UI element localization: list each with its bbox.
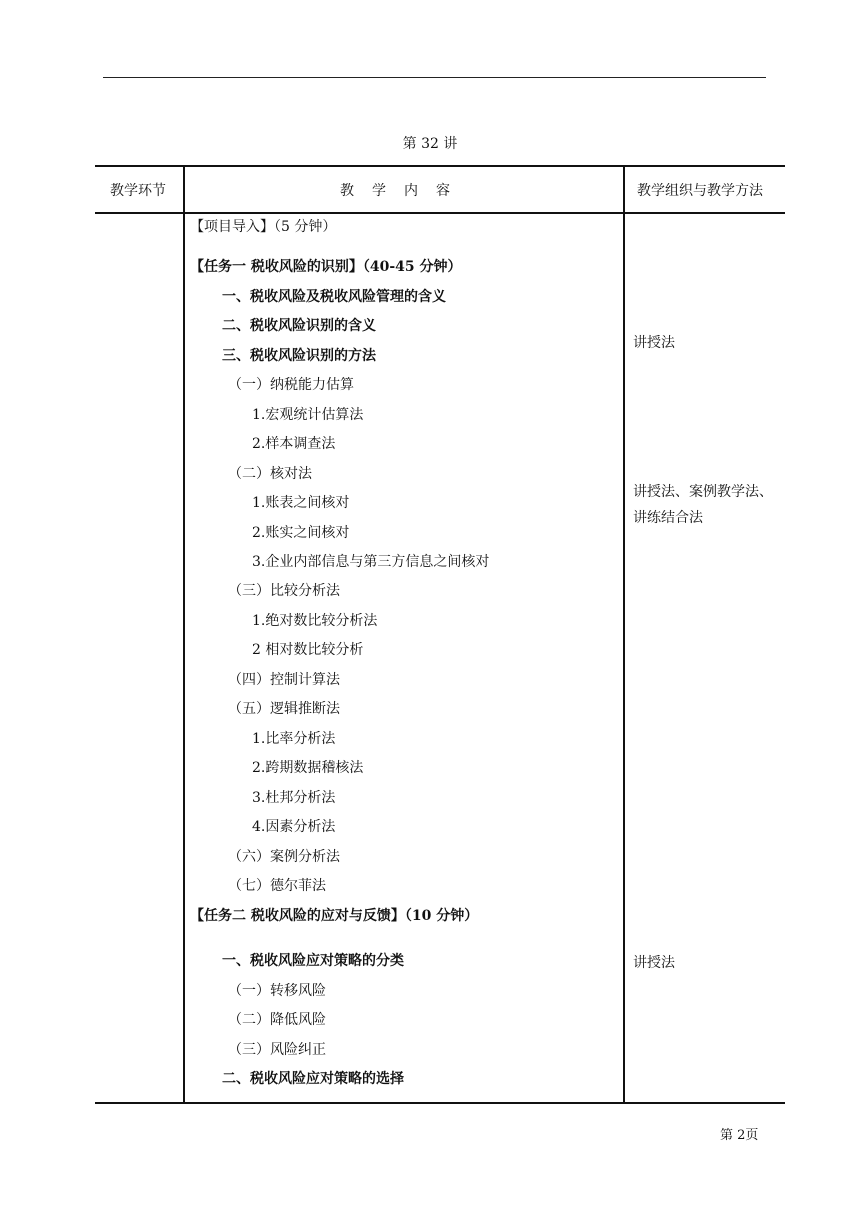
task-two-title: 【任务二 税收风险的应对与反馈】（10 分钟） [190, 908, 479, 924]
header-teaching-content: 教 学 内 容 [340, 183, 452, 199]
method-note: 讲授法 [633, 955, 675, 971]
header-teaching-method: 教学组织与教学方法 [637, 183, 763, 199]
subsection-item: （二）降低风险 [228, 1012, 326, 1028]
method-note: 讲授法 [633, 335, 675, 351]
subsection-item: （七）德尔菲法 [228, 878, 326, 894]
header-rule [103, 77, 766, 78]
subsection-item: （二）核对法 [228, 466, 312, 482]
list-item: 4.因素分析法 [252, 819, 336, 835]
column-divider-2 [623, 165, 625, 1104]
lecture-title: 第 32 讲 [402, 136, 458, 152]
list-item: 2.跨期数据稽核法 [252, 760, 364, 776]
table-bottom-border [95, 1102, 785, 1104]
subsection-item: （三）风险纠正 [228, 1042, 326, 1058]
header-teaching-stage: 教学环节 [110, 183, 166, 199]
list-item: 2.样本调查法 [252, 436, 336, 452]
section-heading: 二、税收风险应对策略的选择 [222, 1071, 404, 1087]
page-number: 第 2页 [720, 1128, 759, 1143]
subsection-item: （四）控制计算法 [228, 672, 340, 688]
list-item: 1.比率分析法 [252, 731, 336, 747]
list-item: 2.账实之间核对 [252, 525, 350, 541]
list-item: 2 相对数比较分析 [252, 642, 364, 658]
task-one-title: 【任务一 税收风险的识别】（40-45 分钟） [190, 259, 462, 275]
list-item: 1.绝对数比较分析法 [252, 613, 378, 629]
list-item: 3.企业内部信息与第三方信息之间核对 [252, 554, 490, 570]
method-note: 讲授法、案例教学法、讲练结合法 [633, 484, 773, 526]
column-divider-1 [183, 165, 185, 1104]
list-item: 1.账表之间核对 [252, 495, 350, 511]
subsection-item: （一）纳税能力估算 [228, 377, 354, 393]
section-heading: 三、税收风险识别的方法 [222, 348, 376, 364]
subsection-item: （三）比较分析法 [228, 583, 340, 599]
table-header-border [95, 212, 785, 214]
section-heading: 一、税收风险应对策略的分类 [222, 953, 404, 969]
list-item: 3.杜邦分析法 [252, 790, 336, 806]
project-intro: 【项目导入】（5 分钟） [190, 219, 337, 235]
section-heading: 一、税收风险及税收风险管理的含义 [222, 289, 446, 305]
subsection-item: （六）案例分析法 [228, 849, 340, 865]
section-heading: 二、税收风险识别的含义 [222, 318, 376, 334]
subsection-item: （五）逻辑推断法 [228, 701, 340, 717]
subsection-item: （一）转移风险 [228, 983, 326, 999]
list-item: 1.宏观统计估算法 [252, 407, 364, 423]
table-top-border [95, 165, 785, 167]
